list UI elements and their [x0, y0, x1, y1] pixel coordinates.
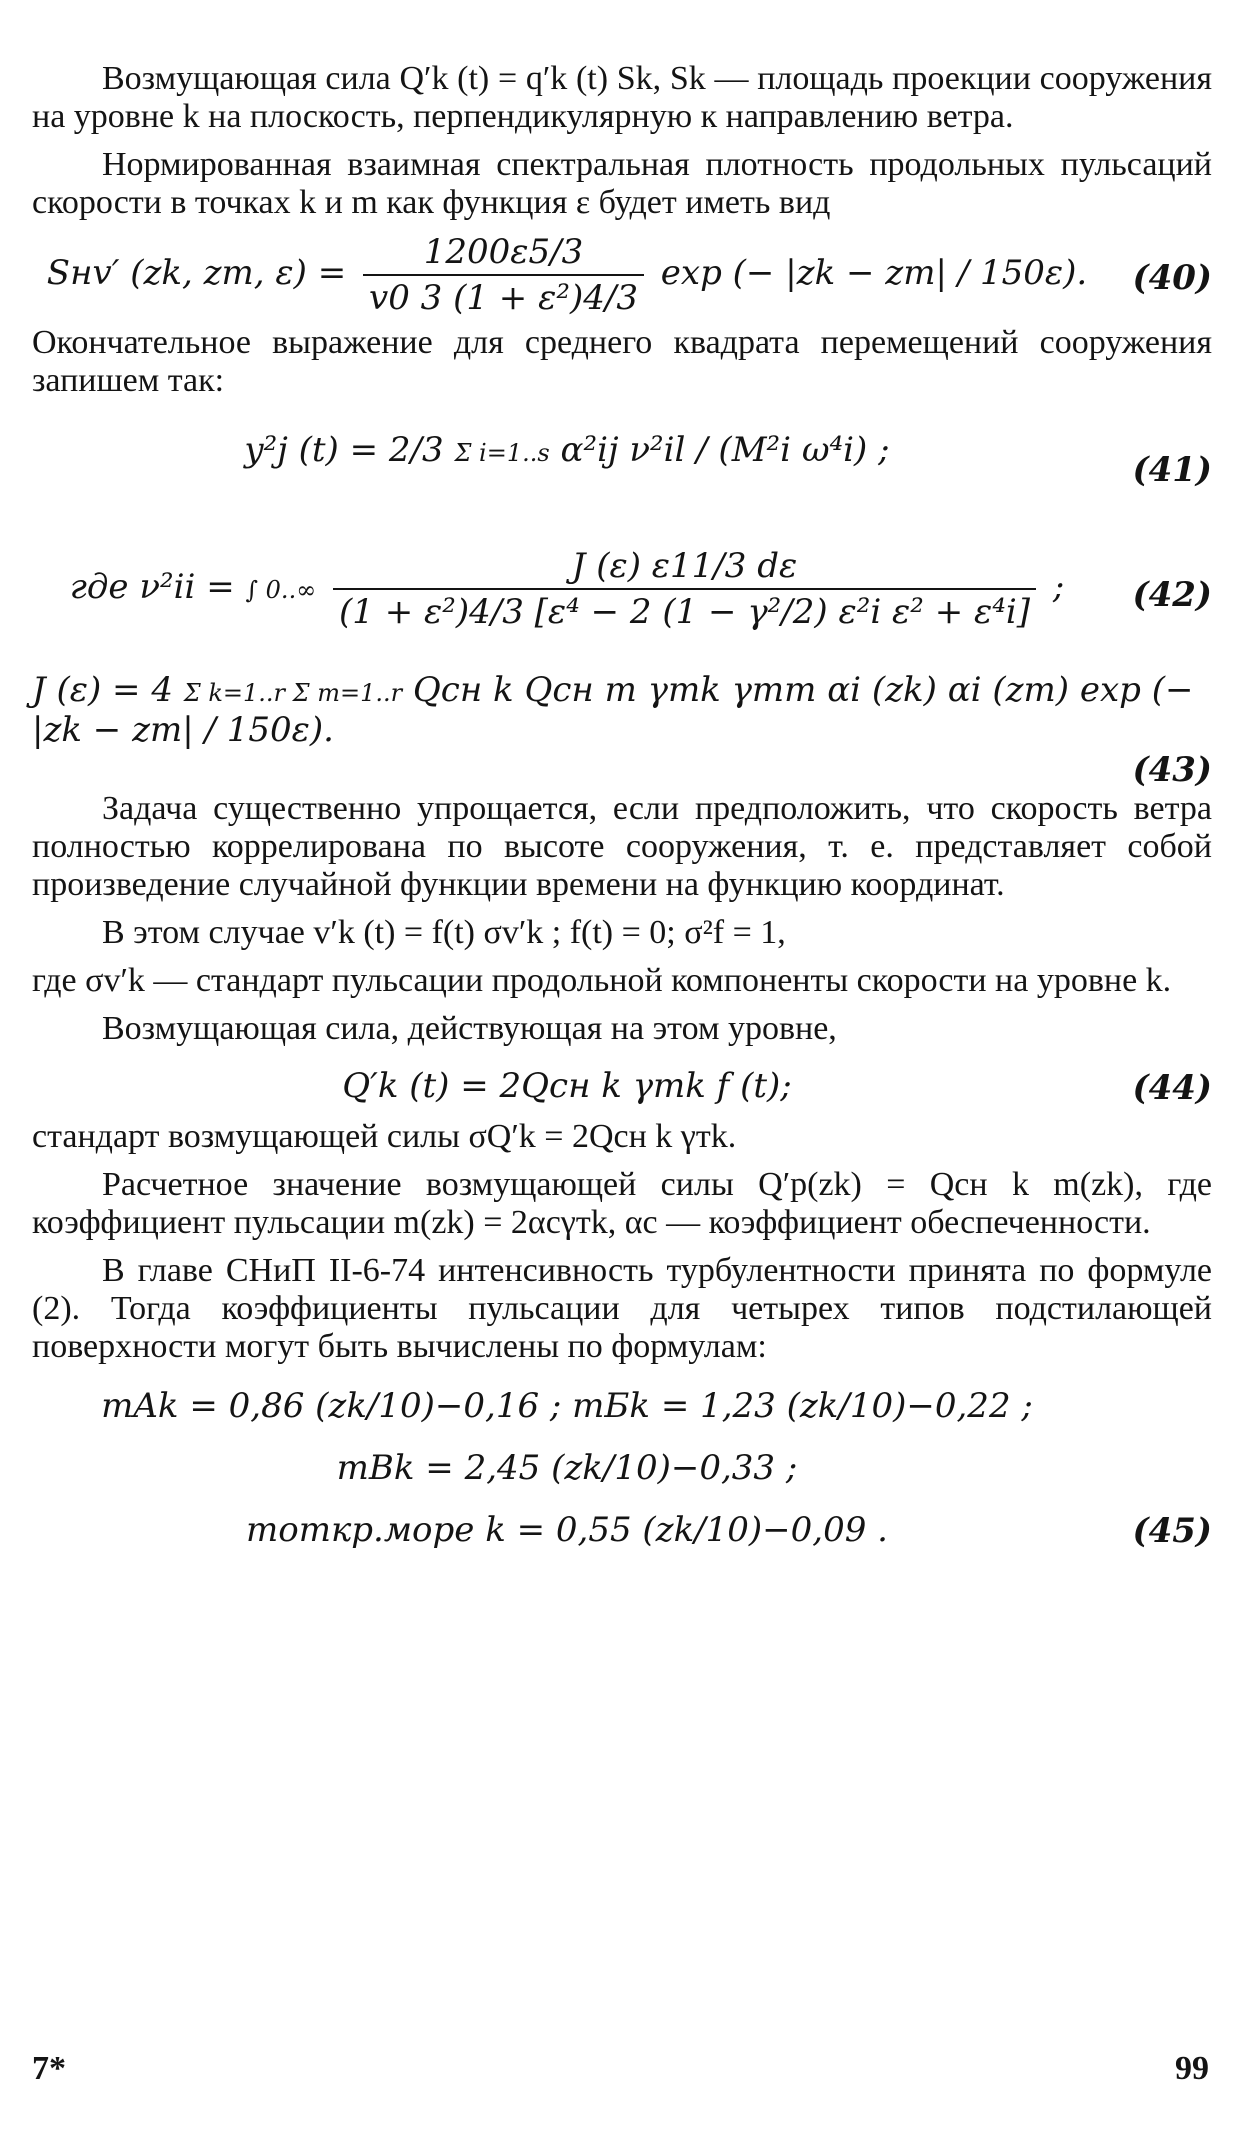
eq45-line2: mВk = 2,45 (zk/10)−0,33 ;: [336, 1448, 798, 1488]
paragraph-10: В главе СНиП II-6-74 интенсивность турбулентности принята по формуле (2). Тогда коэффициенты пульсации для четырех типов подстилающей поверхности могут быть вычислены по формулам:: [32, 1252, 1212, 1365]
eq45-line1: mAk = 0,86 (zk/10)−0,16 ; mБk = 1,23 (zk/10)−0,22 ;: [101, 1386, 1033, 1426]
eq40-numerator: 1200ε5/3: [363, 232, 644, 276]
paragraph-9: Расчетное значение возмущающей силы Q′р(zk) = Qсн k m(zk), где коэффициент пульсации m(zk) = 2αcγтk, αc — коэффициент обеспеченности.: [32, 1166, 1212, 1241]
eq42-integral: ∫ 0..∞: [245, 576, 317, 604]
paragraph-3: Окончательное выражение для среднего квадрата перемещений сооружения запишем так:: [32, 324, 1212, 399]
equation-41: [32, 410, 1212, 530]
eq42-fraction: [333, 546, 1036, 632]
equation-44: [32, 1058, 1212, 1118]
eq45-label: (45): [1132, 1511, 1212, 1551]
eq41-coef: 2/3: [388, 430, 444, 470]
eq42-tail: ;: [1052, 567, 1065, 607]
equation-43: [32, 660, 1212, 790]
eq40-denominator: v0 3 (1 + ε²)4/3: [369, 278, 638, 318]
eq40-exp: exp (− |zk − zm| / 150ε).: [660, 253, 1088, 293]
eq45-line3: mоткр.море k = 0,55 (zk/10)−0,09 .: [246, 1510, 888, 1550]
eq43-label: (43): [1132, 750, 1212, 790]
equation-40: [32, 232, 1212, 324]
page-number: 99: [1175, 2050, 1209, 2087]
eq40-label: (40): [1132, 258, 1212, 298]
eq42-label: (42): [1132, 575, 1212, 615]
paragraph-7: Возмущающая сила, действующая на этом уровне,: [102, 1010, 837, 1047]
eq42-denominator: (1 + ε²)4/3 [ε⁴ − 2 (1 − γ²/2) ε²i ε² + ε⁴i]: [339, 592, 1031, 632]
signature-mark: 7*: [32, 2050, 66, 2087]
eq41-label: (41): [1132, 450, 1212, 490]
paragraph-5: В этом случае v′k (t) = f(t) σv′k ; f(t) = 0; σ²f = 1,: [102, 914, 786, 951]
eq41-sum: Σ i=1..s: [454, 439, 550, 467]
equation-42: [32, 530, 1212, 660]
equation-45-line-3: [32, 1500, 1212, 1562]
eq43-sums: Σ k=1..r Σ m=1..r: [183, 679, 403, 707]
page-content: [32, 60, 1212, 1562]
eq44-body: Q′k (t) = 2Qсн k γтk f (t);: [342, 1066, 792, 1106]
eq42-numerator: J (ε) ε11/3 dε: [333, 546, 1036, 590]
paragraph-2: Нормированная взаимная спектральная плотность продольных пульсаций скорости в точках k и m как функция ε будет иметь вид: [32, 146, 1212, 221]
equation-45-line-2: [32, 1438, 1212, 1500]
paragraph-4: Задача существенно упрощается, если предположить, что скорость ветра полностью коррелирована по высоте сооружения, т. е. представляет собой произведение случайной функции времени на функцию координат.: [32, 790, 1212, 903]
eq40-fraction: [363, 232, 644, 318]
eq41-body: α²ij ν²il / (M²i ω⁴i) ;: [560, 430, 890, 470]
paragraph-1: Возмущающая сила Q′k (t) = q′k (t) Sk, Sk — площадь проекции сооружения на уровне k на плоскость, перпендикулярную к направлению ветра.: [32, 60, 1212, 135]
eq44-label: (44): [1132, 1068, 1212, 1108]
paragraph-6: где σv′k — стандарт пульсации продольной компоненты скорости на уровне k.: [32, 962, 1172, 999]
eq40-lhs: Sнv′ (zk, zm, ε) =: [46, 253, 347, 293]
eq43-lhs: J (ε) = 4: [32, 670, 173, 710]
eq43-body: Qсн k Qсн m γтk γтm αi (zk) αi (zm) exp (− |zk − zm| / 150ε).: [32, 670, 1194, 750]
equation-45-line-1: [32, 1376, 1212, 1438]
eq42-lhs: где ν²ii =: [69, 567, 235, 607]
eq41-lhs: y²j (t) =: [244, 430, 379, 470]
paragraph-8: стандарт возмущающей силы σQ′k = 2Qсн k γтk.: [32, 1118, 737, 1155]
